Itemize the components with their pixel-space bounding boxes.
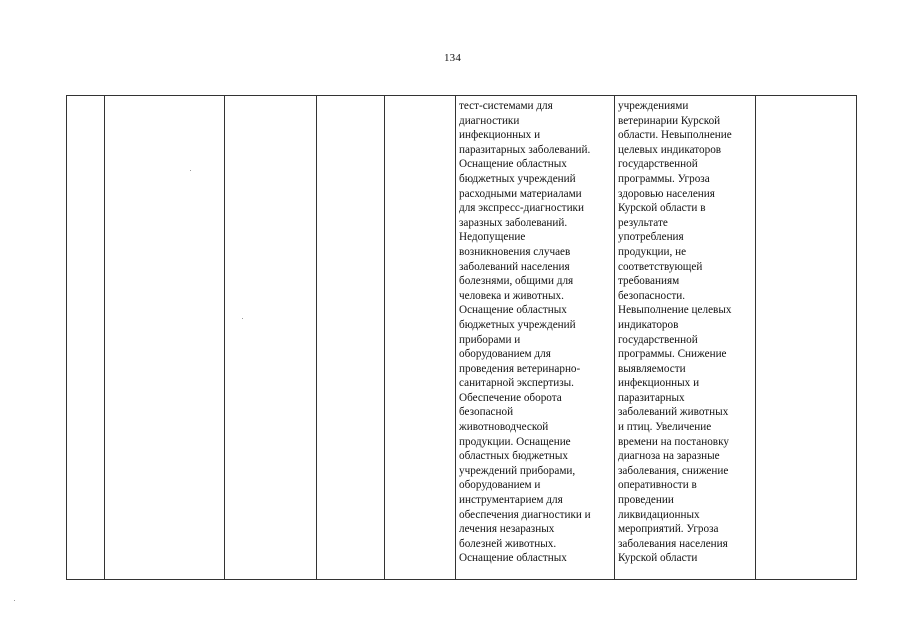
scan-speck bbox=[14, 600, 15, 601]
cell-line: оперативности в bbox=[618, 479, 697, 492]
cell-line: безопасности. bbox=[618, 289, 686, 302]
cell-line: санитарной экспертизы. bbox=[459, 377, 574, 390]
cell-line: Обеспечение оборота bbox=[459, 391, 562, 404]
cell-line: Невыполнение целевых bbox=[618, 304, 732, 317]
cell-line: животноводческой bbox=[459, 421, 549, 434]
cell-line: человека и животных. bbox=[459, 289, 564, 302]
cell-text bbox=[225, 96, 316, 99]
cell-line: и птиц. Увеличение bbox=[618, 421, 712, 434]
table-row bbox=[67, 96, 857, 580]
cell-line: целевых индикаторов bbox=[618, 143, 722, 156]
cell-line: ветеринарии Курской bbox=[618, 114, 721, 127]
cell-line: употребления bbox=[618, 231, 684, 244]
table-cell-col-2 bbox=[105, 96, 225, 580]
cell-line: продукции, не bbox=[618, 245, 687, 258]
cell-line: проведения ветеринарно- bbox=[459, 362, 581, 375]
cell-line: требованиям bbox=[618, 275, 680, 288]
cell-line: паразитарных заболеваний. bbox=[459, 143, 591, 156]
cell-line: учреждениями bbox=[618, 100, 689, 112]
cell-line: заболевания населения bbox=[618, 537, 728, 550]
cell-line: Оснащение областных bbox=[459, 552, 567, 565]
cell-text bbox=[615, 96, 755, 566]
cell-line: диагностики bbox=[459, 114, 520, 127]
table-cell-consequences bbox=[615, 96, 756, 580]
cell-line: Оснащение областных bbox=[459, 158, 567, 171]
cell-text bbox=[756, 96, 856, 99]
cell-line: инфекционных и bbox=[459, 129, 541, 142]
cell-line: проведении bbox=[618, 494, 674, 507]
cell-line: индикаторов bbox=[618, 318, 679, 331]
cell-line: заболеваний животных bbox=[618, 406, 729, 419]
cell-line: паразитарных bbox=[618, 391, 685, 404]
cell-line: болезней животных. bbox=[459, 537, 557, 550]
cell-line: программы. Снижение bbox=[618, 348, 727, 361]
cell-line: государственной bbox=[618, 158, 698, 171]
cell-line: программы. Угроза bbox=[618, 172, 710, 185]
cell-line: времени на постановку bbox=[618, 435, 729, 448]
cell-text bbox=[317, 96, 384, 99]
cell-line: болезнями, общими для bbox=[459, 275, 574, 288]
cell-line: здоровью населения bbox=[618, 187, 715, 200]
cell-text bbox=[456, 96, 614, 566]
cell-line: заразных заболеваний. bbox=[459, 216, 568, 229]
cell-line: оборудованием и bbox=[459, 479, 541, 492]
cell-line: инструментарием для bbox=[459, 494, 563, 507]
table-cell-col-5 bbox=[385, 96, 456, 580]
cell-line: расходными материалами bbox=[459, 187, 582, 200]
cell-line: Курской области bbox=[618, 552, 698, 565]
cell-line: возникновения случаев bbox=[459, 245, 571, 258]
cell-line: бюджетных учреждений bbox=[459, 318, 576, 331]
cell-line: тест-системами для bbox=[459, 100, 553, 112]
cell-line: продукции. Оснащение bbox=[459, 435, 571, 448]
cell-line: бюджетных учреждений bbox=[459, 172, 576, 185]
cell-line: лечения незаразных bbox=[459, 523, 555, 536]
table-cell-col-3 bbox=[225, 96, 317, 580]
cell-line: соответствующей bbox=[618, 260, 703, 273]
scan-speck bbox=[190, 170, 191, 171]
cell-line: выявляемости bbox=[618, 362, 686, 375]
cell-text bbox=[105, 96, 224, 99]
cell-line: области. Невыполнение bbox=[618, 129, 732, 142]
cell-line: результате bbox=[618, 216, 668, 229]
cell-line: диагноза на заразные bbox=[618, 450, 720, 463]
cell-line: обеспечения диагностики и bbox=[459, 508, 591, 521]
cell-line: заболеваний населения bbox=[459, 260, 570, 273]
cell-line: приборами и bbox=[459, 333, 521, 346]
cell-line: учреждений приборами, bbox=[459, 464, 576, 477]
scan-speck bbox=[242, 318, 243, 319]
cell-line: государственной bbox=[618, 333, 698, 346]
cell-line: для экспресс-диагностики bbox=[459, 202, 584, 215]
cell-line: инфекционных и bbox=[618, 377, 700, 390]
table-cell-col-1 bbox=[67, 96, 105, 580]
cell-line: ликвидационных bbox=[618, 508, 700, 521]
cell-text bbox=[67, 96, 104, 99]
cell-text bbox=[385, 96, 455, 99]
table-cell-col-4 bbox=[317, 96, 385, 580]
cell-line: безопасной bbox=[459, 406, 514, 419]
cell-line: заболевания, снижение bbox=[618, 464, 729, 477]
cell-line: Недопущение bbox=[459, 231, 526, 244]
document-table bbox=[66, 95, 857, 580]
table-cell-col-8 bbox=[756, 96, 857, 580]
cell-line: оборудованием для bbox=[459, 348, 551, 361]
cell-line: Оснащение областных bbox=[459, 304, 567, 317]
page-number: 134 bbox=[443, 52, 462, 64]
table-cell-measures bbox=[456, 96, 615, 580]
cell-line: Курской области в bbox=[618, 202, 706, 215]
cell-line: областных бюджетных bbox=[459, 450, 569, 463]
cell-line: мероприятий. Угроза bbox=[618, 523, 719, 536]
